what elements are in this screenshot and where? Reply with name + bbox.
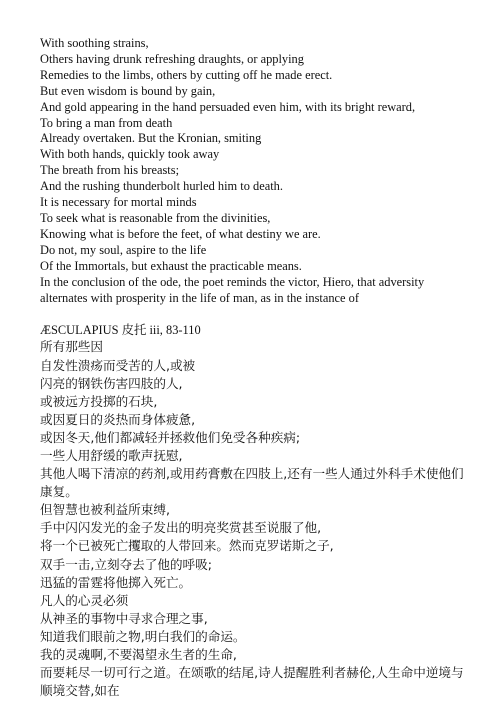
poem-line-zh: 自发性溃疡而受苦的人,或被: [40, 357, 196, 373]
poem-long-line-zh: 其他人喝下清凉的药剂,或用药膏敷在四肢上,还有一些人通过外科手术使他们康复。: [40, 466, 464, 500]
poem-line: Knowing what is before the feet, of what destiny we are.: [40, 226, 321, 241]
section-spacer: [40, 306, 466, 322]
poem-line: It is necessary for mortal minds: [40, 195, 197, 210]
poem-line-zh: 双手一击,立刻夺去了他的呼吸;: [40, 556, 212, 572]
poem-line: Already overtaken. But the Kronian, smiting: [40, 131, 262, 146]
poem-line-zh: 手中闪闪发光的金子发出的明亮奖赏甚至说服了他,: [40, 520, 322, 536]
poem-line: To seek what is reasonable from the divinities,: [40, 210, 271, 225]
poem-line-zh: 但智慧也被利益所束缚,: [40, 502, 170, 518]
poem-line-zh: 知道我们眼前之物,明白我们的命运。: [40, 628, 246, 644]
poem-line: With soothing strains,: [40, 36, 149, 50]
section-heading: ÆSCULAPIUS 皮托 iii, 83-110: [40, 323, 201, 338]
poem-line: And gold appearing in the hand persuaded even him, with its bright reward,: [40, 99, 416, 114]
poem-line: Remedies to the limbs, others by cutting off he made erect.: [40, 67, 333, 82]
poem-line-zh: 一些人用舒缓的歌声抚慰,: [40, 447, 183, 463]
poem-line: The breath from his breasts;: [40, 163, 180, 178]
poem-line-zh: 或因冬天,他们都减轻并拯救他们免受各种疾病;: [40, 429, 301, 445]
conclusion-paragraph: In the conclusion of the ode, the poet reminds the victor, Hiero, that adversity alternates with prosperity in the life of man, as in the instance of: [40, 274, 425, 305]
poem-line: Do not, my soul, aspire to the life: [40, 242, 207, 257]
poem-line: But even wisdom is bound by gain,: [40, 83, 216, 98]
poem-line: Of the Immortals, but exhaust the practicable means.: [40, 258, 302, 273]
poem-line: With both hands, quickly took away: [40, 147, 220, 162]
document-page: [40, 36, 466, 700]
poem-line-zh: 或被远方投掷的石块,: [40, 393, 158, 409]
poem-line: Others having drunk refreshing draughts, or applying: [40, 51, 304, 66]
conclusion-paragraph-zh: 而要耗尽一切可行之道。在颂歌的结尾,诗人提醒胜利者赫伦,人生命中逆境与顺境交替,如在: [40, 665, 464, 699]
chinese-translation: [40, 338, 466, 700]
poem-line-zh: 或因夏日的炎热而身体疲惫,: [40, 411, 196, 427]
poem-line-zh: 凡人的心灵必须: [40, 592, 129, 608]
poem-line-zh: 从神圣的事物中寻求合理之事,: [40, 610, 208, 626]
poem-line-zh: 迅猛的雷霆将他掷入死亡。: [40, 574, 192, 590]
poem-line-zh: 我的灵魂啊,不要渴望永生者的生命,: [40, 647, 237, 662]
poem-line: To bring a man from death: [40, 115, 173, 130]
poem-line-zh: 闪亮的钢铁伤害四肢的人,: [40, 375, 183, 391]
poem-line-zh: 所有那些因: [40, 339, 103, 355]
poem-line-zh: 将一个已被死亡攫取的人带回来。然而克罗诺斯之子,: [40, 538, 334, 554]
english-translation: [40, 36, 466, 306]
poem-line: And the rushing thunderbolt hurled him to death.: [40, 179, 283, 194]
